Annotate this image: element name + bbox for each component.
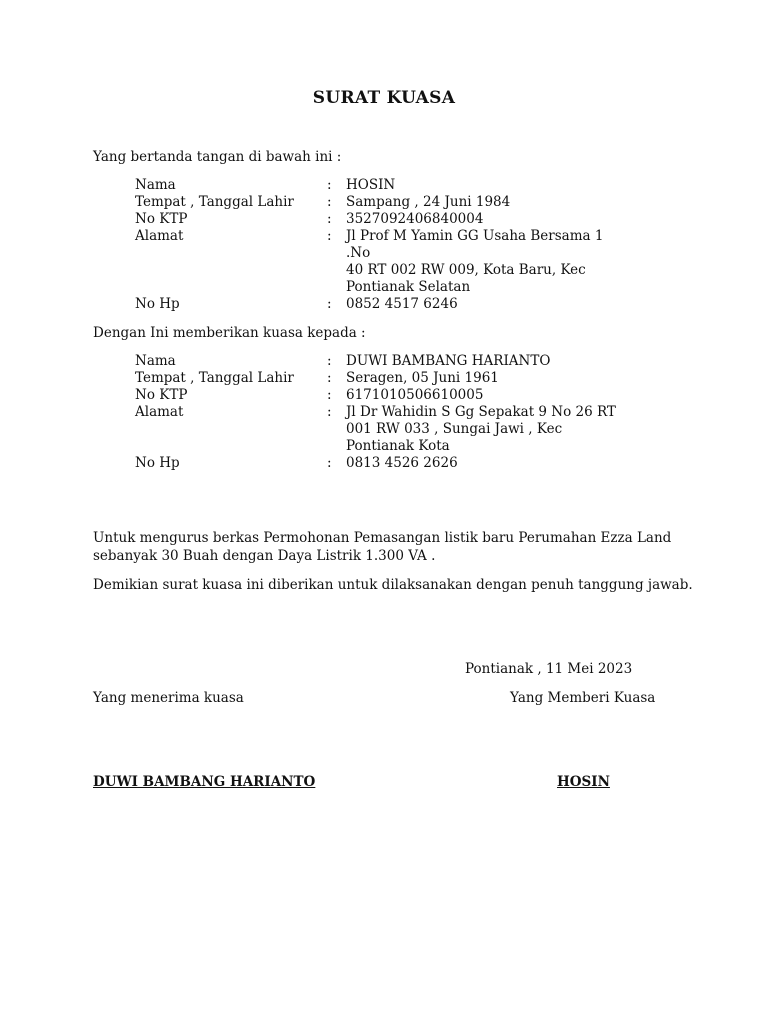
receiver-caption: Yang menerima kuasa — [93, 690, 244, 706]
giver-details-table — [135, 177, 626, 313]
field-colon: : — [327, 353, 332, 369]
field-colon: : — [327, 404, 332, 420]
field-label: Tempat , Tanggal Lahir — [135, 194, 294, 210]
field-label: No KTP — [135, 387, 188, 403]
field-value — [346, 228, 626, 296]
field-label: Nama — [135, 177, 176, 193]
field-value: 0852 4517 6246 — [346, 296, 458, 312]
document-title: SURAT KUASA — [312, 88, 456, 108]
receiver-row-address — [135, 404, 626, 455]
field-label: Nama — [135, 353, 176, 369]
field-value: Seragen, 05 Juni 1961 — [346, 370, 499, 386]
field-colon: : — [327, 387, 332, 403]
receiver-intro: Dengan Ini memberikan kuasa kepada : — [93, 325, 366, 341]
receiver-row-birth — [135, 370, 626, 387]
address-line-2: 001 RW 033 , Sungai Jawi , Kec — [346, 421, 563, 437]
receiver-row-name — [135, 353, 626, 370]
address-line-2: 40 RT 002 RW 009, Kota Baru, Kec — [346, 262, 586, 278]
giver-row-address — [135, 228, 626, 296]
giver-row-birth — [135, 194, 626, 211]
field-colon: : — [327, 194, 332, 210]
receiver-details-table — [135, 353, 626, 472]
receiver-row-phone — [135, 455, 626, 472]
place-and-date: Pontianak , 11 Mei 2023 — [465, 661, 633, 677]
field-colon: : — [327, 370, 332, 386]
field-colon: : — [327, 228, 332, 244]
field-label: No Hp — [135, 455, 180, 471]
field-value: 3527092406840004 — [346, 211, 484, 227]
giver-row-name — [135, 177, 626, 194]
field-label: No Hp — [135, 296, 180, 312]
giver-row-phone — [135, 296, 626, 313]
purpose-line-1: Untuk mengurus berkas Permohonan Pemasangan listik baru Perumahan Ezza Land — [93, 530, 672, 546]
field-label: Tempat , Tanggal Lahir — [135, 370, 294, 386]
address-line-1: Jl Dr Wahidin S Gg Sepakat 9 No 26 RT — [346, 404, 616, 420]
field-label: Alamat — [135, 228, 184, 244]
giver-caption: Yang Memberi Kuasa — [510, 690, 656, 706]
receiver-signature-name: DUWI BAMBANG HARIANTO — [93, 774, 316, 790]
field-value: 6171010506610005 — [346, 387, 484, 403]
receiver-row-ktp — [135, 387, 626, 404]
purpose-line-2: sebanyak 30 Buah dengan Daya Listrik 1.300 VA . — [93, 548, 436, 564]
giver-row-ktp — [135, 211, 626, 228]
giver-intro: Yang bertanda tangan di bawah ini : — [93, 149, 342, 165]
field-colon: : — [327, 296, 332, 312]
field-value: 0813 4526 2626 — [346, 455, 458, 471]
closing-statement: Demikian surat kuasa ini diberikan untuk dilaksanakan dengan penuh tanggung jawab. — [93, 577, 693, 593]
field-value: DUWI BAMBANG HARIANTO — [346, 353, 551, 369]
field-label: Alamat — [135, 404, 184, 420]
address-line-3: Pontianak Kota — [346, 438, 450, 454]
field-colon: : — [327, 455, 332, 471]
address-line-1: Jl Prof M Yamin GG Usaha Bersama 1 .No — [346, 228, 604, 261]
field-value — [346, 404, 626, 455]
field-colon: : — [327, 177, 332, 193]
address-line-3: Pontianak Selatan — [346, 279, 471, 295]
field-label: No KTP — [135, 211, 188, 227]
field-value: HOSIN — [346, 177, 396, 193]
field-value: Sampang , 24 Juni 1984 — [346, 194, 511, 210]
field-colon: : — [327, 211, 332, 227]
giver-signature-name: HOSIN — [557, 774, 610, 790]
